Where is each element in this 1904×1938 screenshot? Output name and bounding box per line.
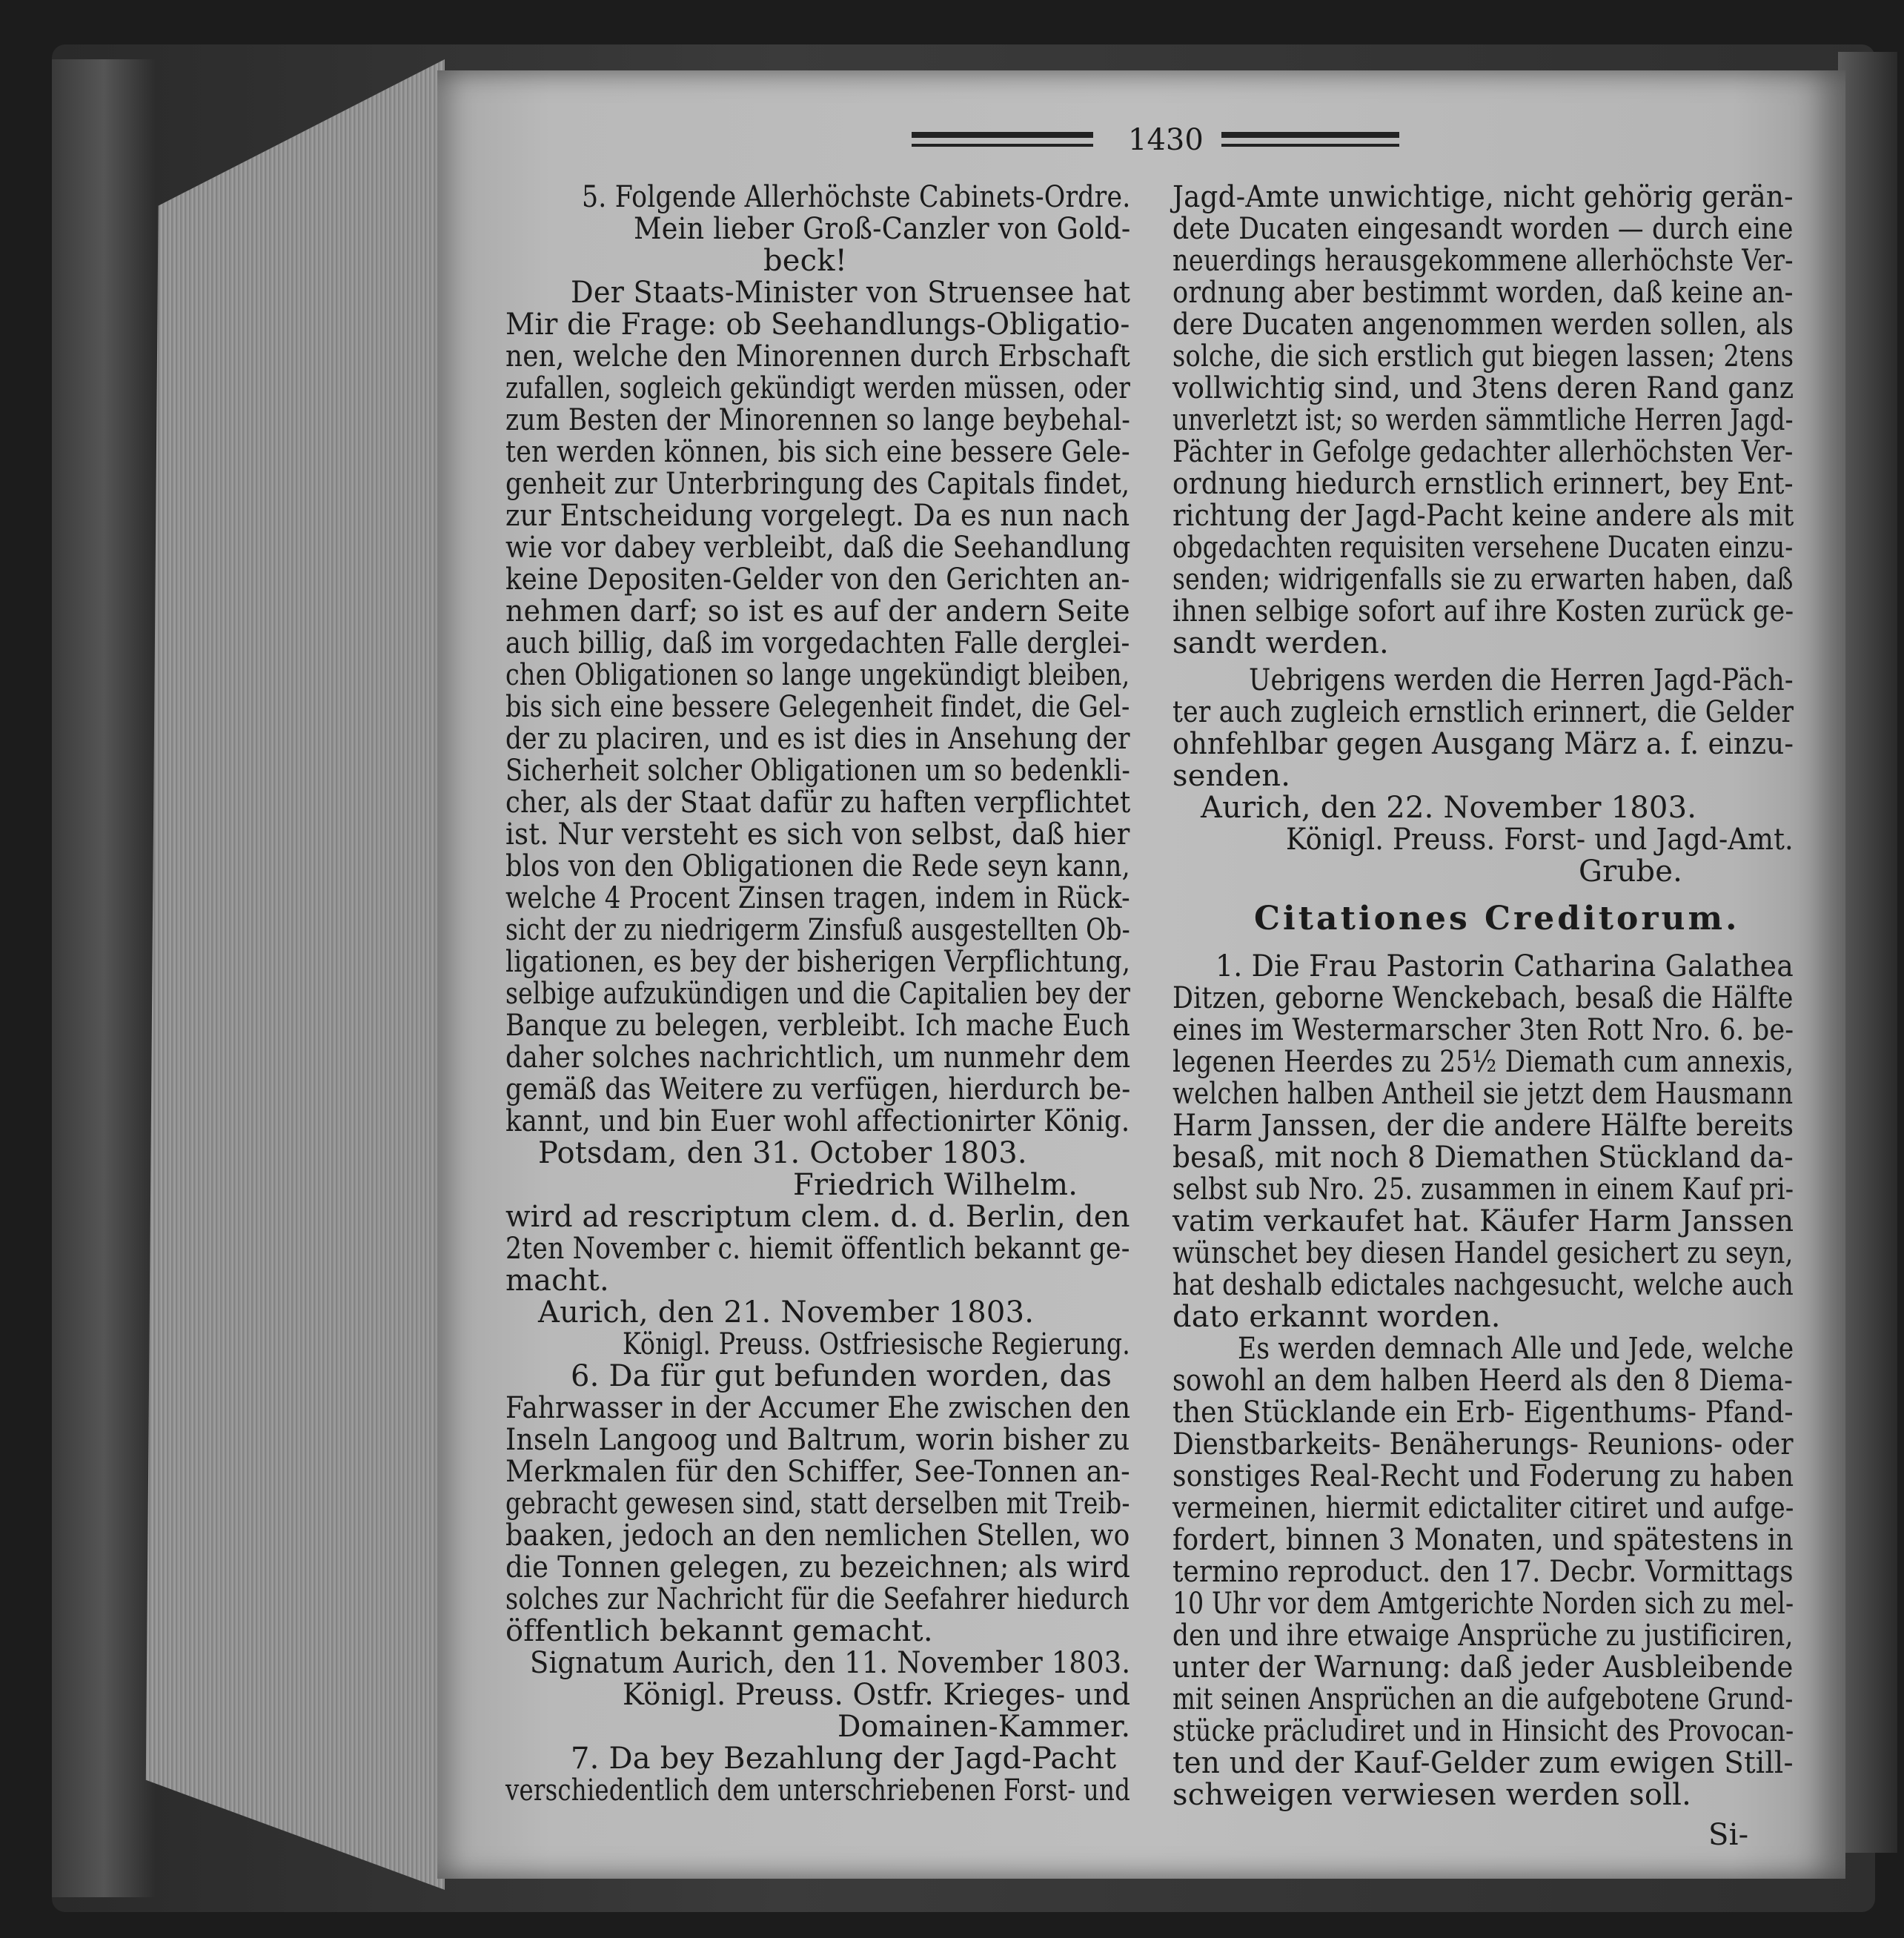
text-line: 10 Uhr vor dem Amtgerichte Norden sich zu mel-: [1172, 1587, 1794, 1621]
text-line: legenen Heerdes zu 25½ Diemath cum annexis,: [1172, 1045, 1794, 1079]
text-line: Königl. Preuss. Ostfriesische Regierung.: [623, 1327, 1130, 1361]
text-line: zufallen, sogleich gekündigt werden müssen, oder: [505, 371, 1131, 405]
text-line: auch billig, daß im vorgedachten Falle derglei-: [505, 626, 1130, 660]
text-line: ihnen selbige sofort auf ihre Kosten zurück ge-: [1172, 594, 1794, 628]
text-line: ordnung aber bestimmt worden, daß keine an-: [1172, 276, 1794, 310]
text-line: besaß, mit noch 8 Diemathen Stückland da-: [1172, 1141, 1794, 1175]
text-line: nehmen darf; so ist es auf der andern Seite: [505, 594, 1130, 628]
text-line: unter der Warnung: daß jeder Ausbleibende: [1172, 1650, 1794, 1685]
text-line: hat deshalb edictales nachgesucht, welche auch: [1172, 1268, 1794, 1302]
text-line: vollwichtig sind, und 3tens deren Rand ganz: [1172, 371, 1794, 405]
text-line: daher solches nachrichtlich, um nunmehr dem: [505, 1041, 1131, 1075]
text-line: sonstiges Real-Recht und Foderung zu haben: [1172, 1459, 1794, 1493]
text-line: wünschet bey diesen Handel gesichert zu seyn,: [1172, 1236, 1794, 1270]
text-line: selbst sub Nro. 25. zusammen in einem Kauf pri-: [1172, 1172, 1794, 1207]
text-line: sicht der zu niedrigerm Zinsfuß ausgestellten Ob-: [505, 913, 1130, 947]
text-line: obgedachten requisiten versehene Ducaten einzu-: [1172, 531, 1794, 565]
text-line: 5. Folgende Allerhöchste Cabinets-Ordre.: [582, 180, 1131, 214]
signature-line: Grube.: [1579, 854, 1683, 889]
text-line: Jagd-Amte unwichtige, nicht gehörig gerän-: [1172, 180, 1794, 214]
text-line: Merkmalen für den Schiffer, See-Tonnen an-: [505, 1455, 1130, 1489]
text-line: sandt werden.: [1172, 626, 1389, 660]
text-line: Sicherheit solcher Obligationen um so bedenkli-: [505, 754, 1131, 788]
text-line: ligationen, es bey der bisherigen Verpflichtung,: [505, 945, 1131, 979]
header-rule-left-thin: [912, 144, 1093, 147]
text-line: Mir die Frage: ob Seehandlungs-Obligatio-: [505, 308, 1130, 342]
text-line: zur Entscheidung vorgelegt. Da es nun nach: [505, 499, 1130, 533]
text-line: neuerdings herausgekommene allerhöchste Ver-: [1172, 244, 1794, 278]
text-line: Inseln Langoog und Baltrum, worin bisher zu: [505, 1423, 1130, 1457]
book-spine: [52, 59, 156, 1897]
text-line: welche 4 Procent Zinsen tragen, indem in Rück-: [505, 881, 1130, 915]
text-line: mit seinen Ansprüchen an die aufgebotene Grund-: [1172, 1682, 1794, 1716]
text-line: welchen halben Antheil sie jetzt dem Hausmann: [1172, 1077, 1794, 1111]
text-line: senden; widrigenfalls sie zu erwarten haben, daß: [1172, 563, 1794, 597]
text-line: 1. Die Frau Pastorin Catharina Galathea: [1215, 949, 1794, 983]
text-line: ten werden können, bis sich eine bessere Gele-: [505, 435, 1130, 469]
text-line: Harm Janssen, der die andere Hälfte bereits: [1172, 1109, 1794, 1143]
text-line: Es werden demnach Alle und Jede, welche: [1238, 1332, 1794, 1366]
text-line: wird ad rescriptum clem. d. d. Berlin, den: [505, 1200, 1130, 1234]
text-line: ohnfehlbar gegen Ausgang März a. f. einzu-: [1172, 727, 1794, 761]
text-line: nen, welche den Minorennen durch Erbschaft: [505, 339, 1130, 374]
text-line: Uebrigens werden die Herren Jagd-Päch-: [1249, 663, 1794, 697]
text-line: eines im Westermarscher 3ten Rott Nro. 6. be-: [1172, 1013, 1794, 1047]
text-line: ten und der Kauf-Gelder zum ewigen Still-: [1172, 1746, 1794, 1780]
text-line: kannt, und bin Euer wohl affectionirter König.: [505, 1104, 1130, 1138]
text-line: solche, die sich erstlich gut biegen lassen; 2tens: [1172, 339, 1794, 374]
header-rule-right: [1221, 132, 1399, 138]
text-line: Aurich, den 22. November 1803.: [1201, 791, 1697, 825]
text-line: vermeinen, hiermit edictaliter citiret und aufge-: [1172, 1491, 1794, 1525]
text-line: senden.: [1172, 759, 1291, 793]
text-line: macht.: [505, 1264, 609, 1298]
text-line: richtung der Jagd-Pacht keine andere als mit: [1172, 499, 1794, 533]
header-rule-right-thin: [1221, 144, 1399, 147]
text-line: dete Ducaten eingesandt worden — durch eine: [1172, 212, 1794, 246]
text-line: wie vor dabey verbleibt, daß die Seehandlung: [505, 531, 1131, 565]
text-line: blos von den Obligationen die Rede seyn kann,: [505, 849, 1130, 883]
page-number: 1430: [1128, 123, 1204, 157]
section-heading: Citationes Creditorum.: [1254, 900, 1740, 938]
text-line: öffentlich bekannt gemacht.: [505, 1614, 933, 1648]
text-line: gemäß das Weitere zu verfügen, hierdurch be-: [505, 1072, 1131, 1106]
text-line: then Stücklande ein Erb- Eigenthums- Pfand-: [1172, 1396, 1794, 1430]
text-line: Dienstbarkeits- Benäherungs- Reunions- oder: [1172, 1427, 1794, 1461]
signature-line: Friedrich Wilhelm.: [793, 1168, 1078, 1202]
text-line: stücke präcludiret und in Hinsicht des Provocan-: [1172, 1714, 1794, 1748]
text-line: die Tonnen gelegen, zu bezeichnen; als wird: [505, 1550, 1131, 1584]
text-line: verschiedentlich dem unterschriebenen Forst- und: [505, 1773, 1131, 1808]
text-line: solches zur Nachricht für die Seefahrer hiedurch: [505, 1582, 1130, 1616]
text-line: keine Depositen-Gelder von den Gerichten an-: [505, 563, 1130, 597]
text-line: ordnung hiedurch ernstlich erinnert, bey Ent-: [1172, 467, 1794, 501]
text-line: Domainen-Kammer.: [837, 1710, 1131, 1744]
text-line: sowohl an dem halben Heerd als den 8 Diema-: [1172, 1364, 1794, 1398]
text-line: Ditzen, geborne Wenckebach, besaß die Hälfte: [1172, 981, 1794, 1015]
text-line: unverletzt ist; so werden sämmtliche Herren Jagd-: [1172, 403, 1794, 437]
text-line: 2ten November c. hiemit öffentlich bekannt ge-: [505, 1232, 1130, 1266]
text-line: selbige aufzukündigen und die Capitalien bey der: [505, 977, 1131, 1011]
text-line: dato erkannt worden.: [1172, 1300, 1501, 1334]
text-line: gebracht gewesen sind, statt derselben mit Treib-: [505, 1487, 1130, 1521]
text-line: termino reproduct. den 17. Decbr. Vormittags: [1172, 1555, 1794, 1589]
text-line: dere Ducaten angenommen werden sollen, als: [1172, 308, 1794, 342]
text-line: Pächter in Gefolge gedachter allerhöchsten Ver-: [1172, 435, 1794, 469]
text-line: chen Obligationen so lange ungekündigt bleiben,: [505, 658, 1130, 692]
text-line: ist. Nur versteht es sich von selbst, daß hier: [505, 817, 1130, 852]
text-line: Signatum Aurich, den 11. November 1803.: [530, 1646, 1131, 1680]
text-line: beck!: [763, 244, 847, 278]
text-line: cher, als der Staat dafür zu haften verpflichtet: [505, 786, 1131, 820]
text-line: genheit zur Unterbringung des Capitals findet,: [505, 467, 1130, 501]
facing-page-edge: [1838, 52, 1897, 1853]
text-line: fordert, binnen 3 Monaten, und spätestens in: [1172, 1523, 1794, 1557]
text-line: Königl. Preuss. Forst- und Jagd-Amt.: [1286, 823, 1794, 857]
text-line: zum Besten der Minorennen so lange beybehal-: [505, 403, 1131, 437]
text-line: Potsdam, den 31. October 1803.: [538, 1136, 1027, 1170]
catchword: Si-: [1708, 1818, 1749, 1852]
text-line: Mein lieber Groß-Canzler von Gold-: [634, 212, 1131, 246]
text-line: den und ihre etwaige Ansprüche zu justificiren,: [1172, 1619, 1794, 1653]
text-line: baaken, jedoch an den nemlichen Stellen, wo: [505, 1519, 1130, 1553]
text-line: Banque zu belegen, verbleibt. Ich mache Euch: [505, 1009, 1131, 1043]
text-line: 7. Da bey Bezahlung der Jagd-Pacht: [571, 1742, 1117, 1776]
text-line: 6. Da für gut befunden worden, das: [571, 1359, 1112, 1393]
header-rule-left: [912, 132, 1093, 138]
text-line: vatim verkaufet hat. Käufer Harm Janssen: [1172, 1204, 1794, 1238]
text-line: schweigen verwiesen werden soll.: [1172, 1778, 1692, 1812]
page-edges: [133, 59, 445, 1890]
text-line: ter auch zugleich ernstlich erinnert, die Gelder: [1172, 695, 1794, 729]
text-line: Fahrwasser in der Accumer Ehe zwischen den: [505, 1391, 1131, 1425]
text-line: bis sich eine bessere Gelegenheit findet, die Gel-: [505, 690, 1130, 724]
text-line: Der Staats-Minister von Struensee hat: [571, 276, 1131, 310]
text-line: der zu placiren, und es ist dies in Ansehung der: [505, 722, 1130, 756]
text-line: Aurich, den 21. November 1803.: [538, 1295, 1035, 1330]
text-line: Königl. Preuss. Ostfr. Krieges- und: [623, 1678, 1131, 1712]
